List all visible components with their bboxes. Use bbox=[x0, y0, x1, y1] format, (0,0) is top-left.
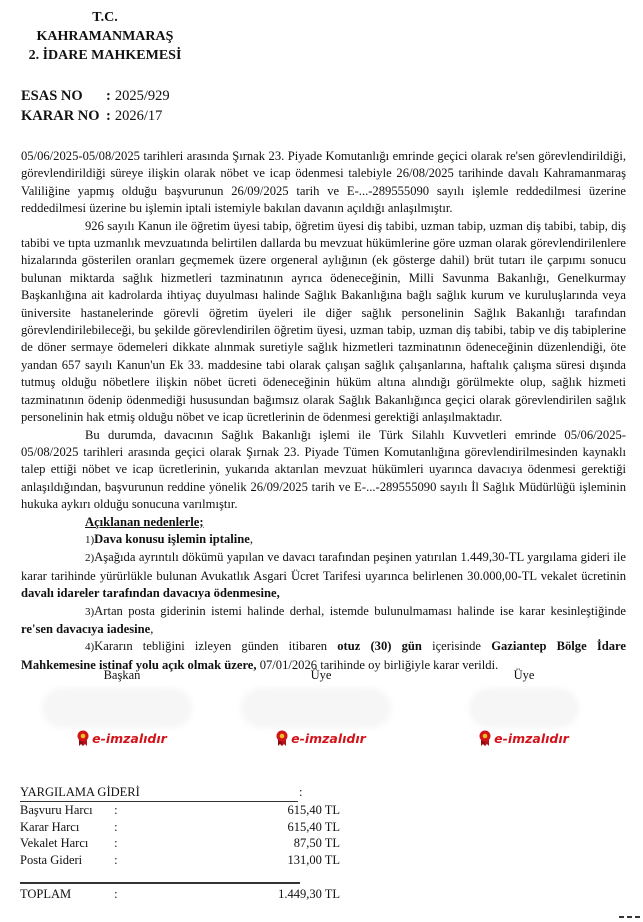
e-signature-badge bbox=[221, 730, 421, 746]
colon: : bbox=[114, 887, 118, 901]
total-row bbox=[20, 886, 340, 903]
case-references bbox=[21, 86, 170, 126]
signature-role: Başkan bbox=[103, 668, 141, 682]
total-divider bbox=[20, 882, 300, 884]
costs-title-row bbox=[20, 784, 340, 802]
cost-value: 131,00 TL bbox=[287, 852, 340, 867]
seal-ribbon-icon bbox=[479, 730, 491, 746]
cost-label: Karar Harcı bbox=[20, 819, 80, 834]
item-3-tail: , bbox=[150, 621, 154, 636]
cost-label: Başvuru Harcı bbox=[20, 803, 93, 817]
item-3-bold: re'sen davacıya iadesine bbox=[21, 621, 151, 636]
verdict-item-3 bbox=[21, 603, 626, 639]
e-signature-label: e-imzalıdır bbox=[494, 730, 569, 746]
signature-role: Üye bbox=[513, 668, 535, 682]
redacted-name bbox=[241, 688, 391, 728]
colon: : bbox=[114, 852, 118, 867]
item-number: 3) bbox=[85, 605, 95, 618]
colon: : bbox=[114, 836, 118, 850]
item-number: 2) bbox=[85, 552, 95, 565]
cost-row bbox=[20, 835, 340, 852]
colon: : bbox=[106, 108, 111, 124]
esas-no-value: 2025/929 bbox=[114, 88, 170, 104]
e-signature-badge bbox=[424, 730, 624, 746]
item-2-text: Aşağıda ayrıntılı dökümü yapılan ve davacı tarafından peşinen yatırılan 1.449,30-TL yargılama gideri ile karar tarihinde yürürlükle bulunan Avukatlık Asgari Ücret Tarifesi uyarınca belirlenen 30.000,00-TL vekalet ücretinin bbox=[21, 550, 626, 583]
paragraph-2: 926 sayılı Kanun ile öğretim üyesi tabip, öğretim üyesi diş tabibi, uzman tabip, uzman diş tabibi, tabip, diş tabibi ve tıpta uzmanlık mevzuatında belirtilen dallarda bu mevzuat hükümlerine göre uzman olarak görevlendirilenlere hizalarında gösterilen oranları geçmemek üzere orgeneral aylığının (ek gösterge dahil) brüt tutarı ile çarpımı sonucu bulunan miktarda sağlık hizmetleri tazminatının ayrıca ödeneceğinin, Milli Savunma Bakanlığı, Genelkurmay Başkanlığına ait kadrolarda ihtiyaç duyulması halinde Sağlık Bakanlığına bağlı sağlık kurum ve kuruluşlarında veya üniversite hastanelerinde görevli öğretim üyeleri ile diğer sağlık personelinin Sağlık Bakanlığı tarafından görevlendirilebileceği, bu şekilde görevlendirilen öğretim üyesi, uzman tabip, uzman diş tabibi, tabip ve diş tabiplerine de döner sermaye ödemeleri dikkate alınmak suretiyle sağlık hizmetleri tazminatının ödeneceğinin düzenlendiği, öte yandan 657 sayılı Kanun'un Ek 33. maddesine tabi olarak çalışan sağlık çalışanlarına, haftalık çalışma süresi dışında tutmuş olduğu nöbetlere ilişkin nöbet ücreti ödeneceğinin hüküm altına alındığı görülmekte olup, sağlık hizmeti tazminatının ödenip ödenmediği hususundan bağımsız olarak Sağlık Bakanlığınca geçici olarak görevlendirilen sağlık personelinin hak etmiş olduğu nöbet ve icap ücretlerinin de ödenmesi gerektiği anlaşılmaktadır. bbox=[21, 218, 626, 425]
verdict-item-2 bbox=[21, 549, 626, 602]
item-2-bold: davalı idareler tarafından davacıya ödenmesine, bbox=[21, 586, 280, 601]
item-4-bold-1: otuz (30) gün bbox=[337, 639, 422, 654]
cost-row bbox=[20, 852, 340, 869]
colon: : bbox=[114, 803, 118, 817]
redacted-name bbox=[42, 688, 192, 728]
colon: : bbox=[114, 819, 118, 834]
esas-no-label: ESAS NO bbox=[21, 88, 83, 104]
item-4-bold-2: Gaziantep Bölge İdare Mahkemesine istinaf yolu açık olmak üzere, bbox=[21, 639, 626, 672]
cost-value: 87,50 TL bbox=[293, 836, 340, 850]
cost-value: 615,40 TL bbox=[287, 803, 340, 817]
item-4-text-2: içerisinde bbox=[421, 639, 492, 654]
cost-label: Vekalet Harcı bbox=[20, 836, 89, 850]
page-edge-mark bbox=[619, 916, 641, 918]
header-city: KAHRAMANMARAŞ bbox=[36, 29, 174, 44]
cost-row bbox=[20, 819, 340, 836]
item-3-text: Artan posta giderinin istemi halinde derhal, istemde bulunulmaması halinde ise karar kesinleştiğinde bbox=[94, 603, 626, 618]
cost-label: Posta Gideri bbox=[20, 852, 83, 867]
cost-value: 615,40 TL bbox=[287, 819, 340, 834]
signature-baskan bbox=[22, 668, 222, 746]
karar-no-label: KARAR NO bbox=[21, 108, 100, 124]
item-number: 4) bbox=[85, 641, 95, 654]
item-4-text-1: Kararın tebliğini izleyen günden itibaren bbox=[94, 639, 338, 654]
total-label: TOPLAM bbox=[20, 887, 72, 901]
verdict-heading: Açıklanan nedenlerle; bbox=[85, 514, 204, 529]
item-1-bold: Dava konusu işlemin iptaline bbox=[94, 531, 250, 546]
verdict-item-1 bbox=[21, 531, 626, 549]
e-signature-label: e-imzalıdır bbox=[92, 730, 167, 746]
signature-uye-1 bbox=[221, 668, 421, 746]
item-4-text-3: 07/01/2026 tarihinde oy birliğiyle karar verildi. bbox=[256, 657, 499, 672]
e-signature-badge bbox=[22, 730, 222, 746]
total-value: 1.449,30 TL bbox=[278, 887, 340, 901]
karar-no-row bbox=[21, 106, 170, 126]
signature-role: Üye bbox=[310, 668, 332, 682]
redacted-name bbox=[469, 688, 579, 728]
signature-block bbox=[0, 668, 643, 758]
signature-uye-2 bbox=[424, 668, 624, 746]
litigation-costs-table bbox=[20, 784, 340, 903]
header-tc: T.C. bbox=[92, 10, 118, 25]
header-court: 2. İDARE MAHKEMESİ bbox=[28, 48, 182, 63]
cost-row bbox=[20, 802, 340, 819]
item-number: 1) bbox=[85, 533, 95, 546]
costs-title: YARGILAMA GİDERİ bbox=[20, 784, 298, 802]
esas-no-row bbox=[21, 86, 170, 106]
decision-body bbox=[21, 148, 626, 674]
colon: : bbox=[106, 88, 111, 104]
paragraph-3: Bu durumda, davacının Sağlık Bakanlığı işlemi ile Türk Silahlı Kuvvetleri emrinde 05/06/2025-05/08/2025 tarihleri arasında geçici olarak Şırnak 23. Piyade Tümen Komutanlığına görevlendirilmesinden kaynaklı talep ettiği nöbet ve icap ücretlerinin, yukarıda aktarılan mevzuat hükümleri uyarınca davacıya ödenmesi gerektiği anlaşıldığından, başvurunun reddine yönelik 26/09/2025 tarih ve E-...-289555090 sayılı İl Sağlık Müdürlüğü işleminin hukuka aykırı olduğu sonucuna varılmıştır. bbox=[21, 427, 626, 512]
colon: : bbox=[299, 785, 303, 799]
paragraph-1: 05/06/2025-05/08/2025 tarihleri arasında Şırnak 23. Piyade Komutanlığı emrinde geçici olarak re'sen görevlendirildiği, görevlendirildiği süreye ilişkin olarak nöbet ve icap ödenmesi talebiyle 26/08/2025 tarihinde davalı Kahramanmaraş Valiliğine yapmış olduğu başvurunun 26/09/2025 tarih ve E-...-289555090 sayılı işlemle reddedilmesi üzerine reddedilmesi üzerine bu işlemin iptali istemiyle bakılan davanın açıldığı anlaşılmıştır. bbox=[21, 149, 626, 216]
karar-no-value: 2026/17 bbox=[114, 108, 163, 124]
seal-ribbon-icon bbox=[77, 730, 89, 746]
seal-ribbon-icon bbox=[276, 730, 288, 746]
e-signature-label: e-imzalıdır bbox=[291, 730, 366, 746]
court-header bbox=[0, 8, 210, 65]
item-1-tail: , bbox=[249, 531, 254, 546]
